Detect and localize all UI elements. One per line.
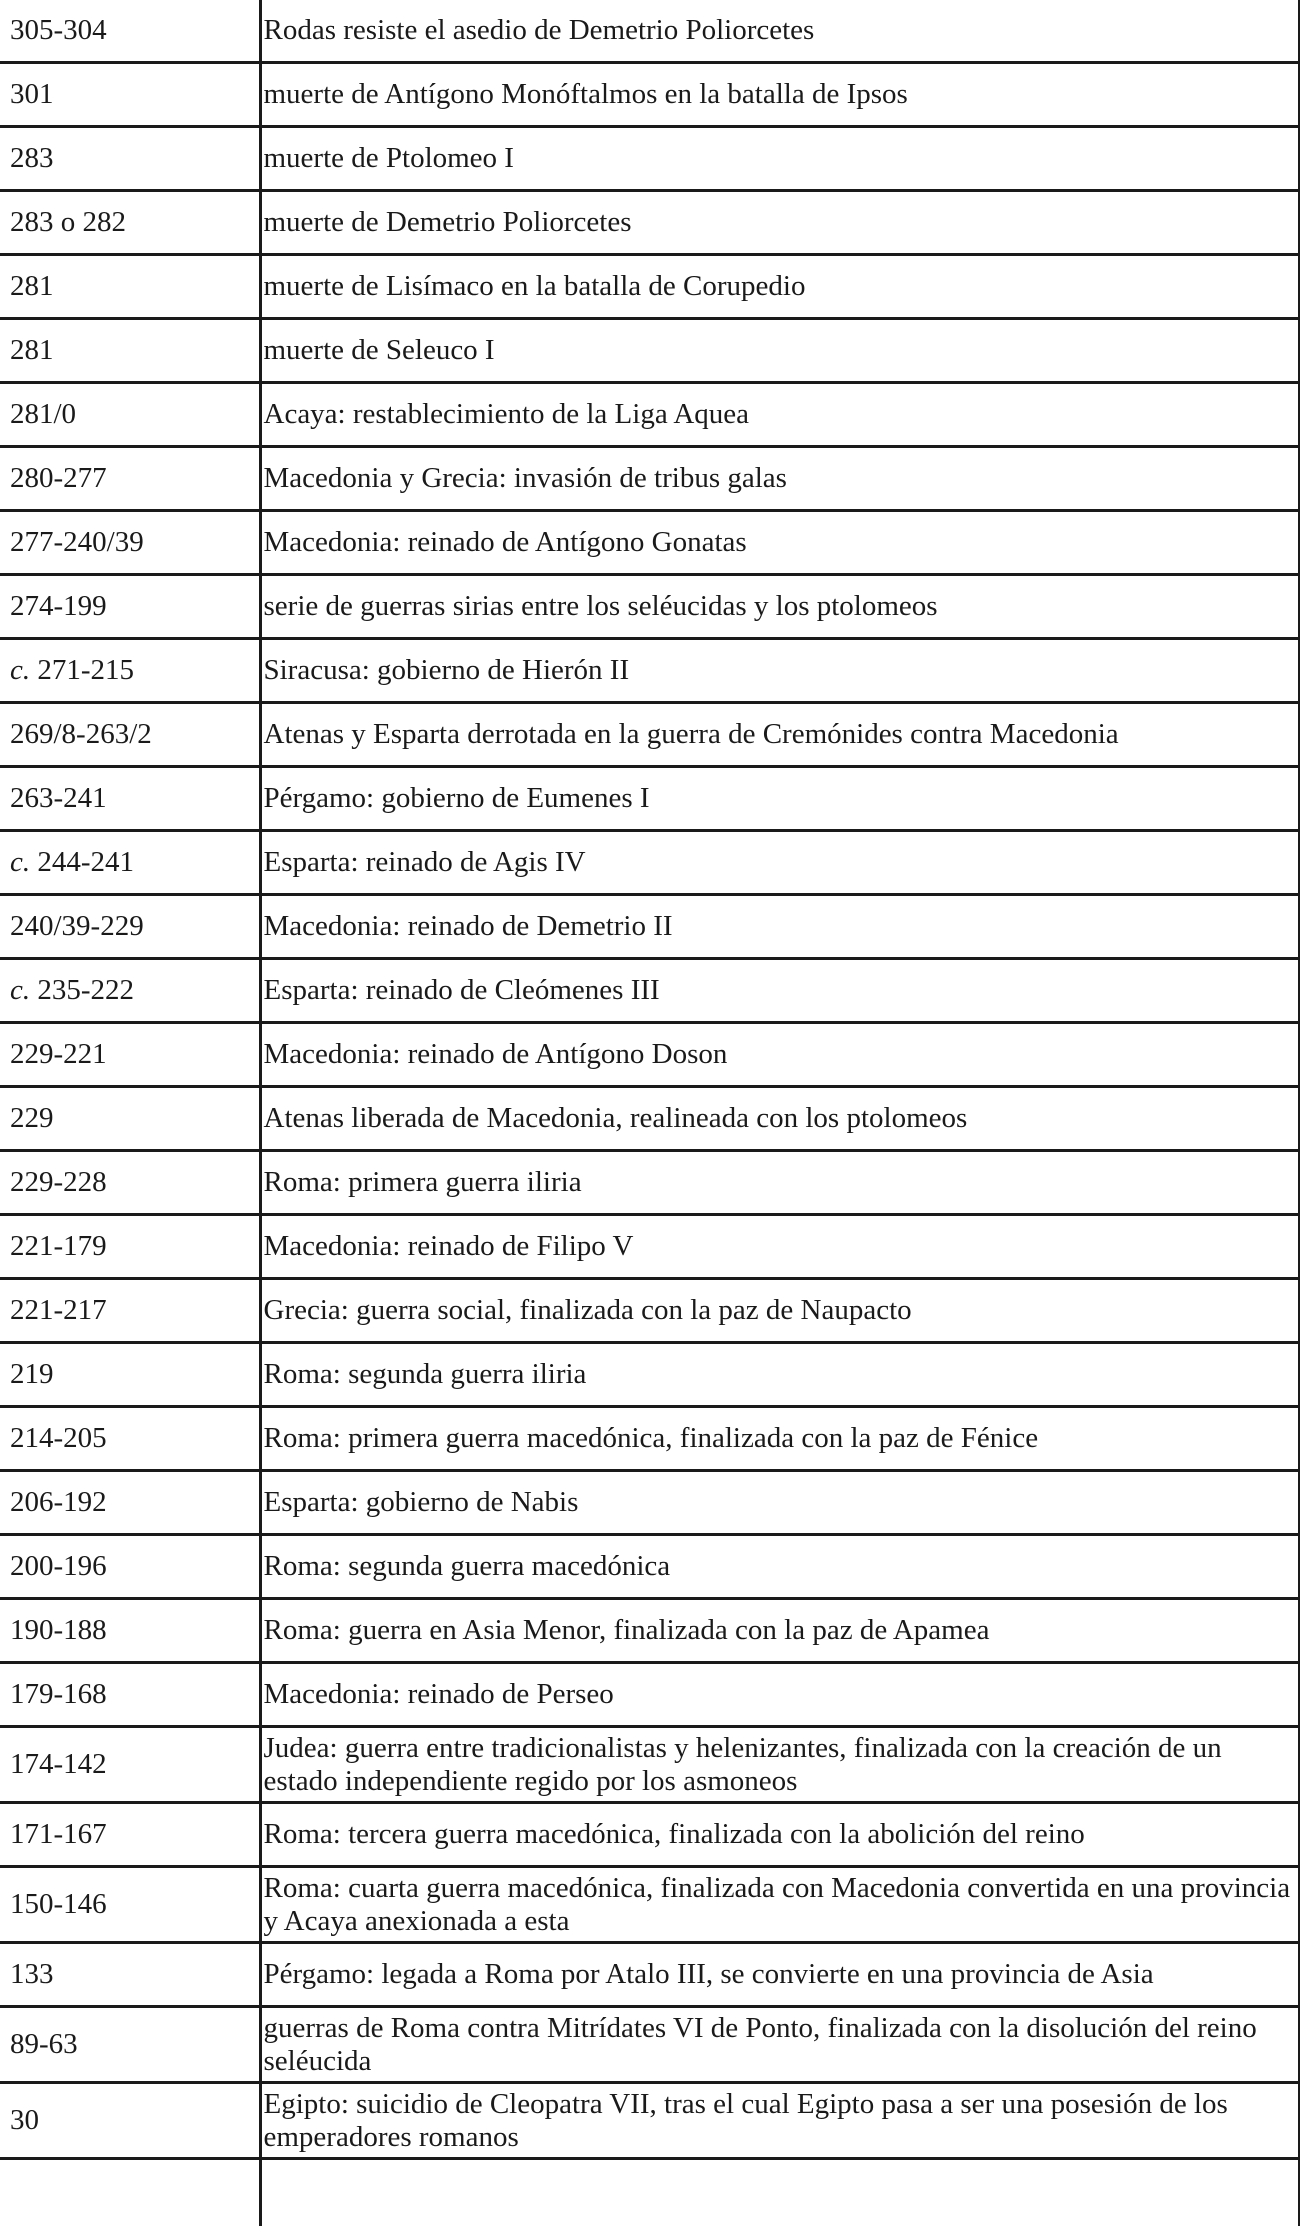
date-value: 221-217 [10,1294,107,1326]
table-row [0,1023,1300,1087]
date-cell [0,447,260,511]
event-cell: Roma: primera guerra macedónica, finalizada con la paz de Fénice [260,1407,1300,1471]
table-row [0,1279,1300,1343]
date-value: 281 [10,334,54,366]
date-cell [0,1803,260,1867]
date-cell [0,1343,260,1407]
event-cell: muerte de Antígono Monóftalmos en la batalla de Ipsos [260,63,1300,127]
date-value: 283 [10,142,54,174]
table-row [0,191,1300,255]
date-value: 179-168 [10,1678,107,1710]
table-row [0,575,1300,639]
event-cell: Roma: tercera guerra macedónica, finalizada con la abolición del reino [260,1803,1300,1867]
table-row [0,1727,1300,1803]
date-cell [0,1215,260,1279]
table-row [0,319,1300,383]
table-row [0,1803,1300,1867]
circa-prefix: c. [10,654,31,686]
date-cell [0,1407,260,1471]
event-cell: Roma: guerra en Asia Menor, finalizada con la paz de Apamea [260,1599,1300,1663]
event-cell: Macedonia: reinado de Demetrio II [260,895,1300,959]
date-value: 150-146 [10,1888,107,1920]
date-cell [0,959,260,1023]
date-cell [0,1599,260,1663]
date-cell [0,1151,260,1215]
date-value: 274-199 [10,590,107,622]
date-value: 229-221 [10,1038,107,1070]
table-row [0,1215,1300,1279]
date-value: 174-142 [10,1748,107,1780]
date-cell [0,1279,260,1343]
event-cell: Esparta: reinado de Agis IV [260,831,1300,895]
date-cell [0,191,260,255]
date-value: 200-196 [10,1550,107,1582]
table-row [0,2083,1300,2159]
date-cell [0,1663,260,1727]
event-cell: Acaya: restablecimiento de la Liga Aquea [260,383,1300,447]
date-cell [0,2007,260,2083]
date-cell [0,1535,260,1599]
table-row [0,831,1300,895]
event-cell: muerte de Demetrio Poliorcetes [260,191,1300,255]
table-row [0,1599,1300,1663]
table-row [0,639,1300,703]
table-row [0,767,1300,831]
date-cell [0,703,260,767]
table-row [0,127,1300,191]
date-value: 305-304 [10,14,107,46]
date-value: 229-228 [10,1166,107,1198]
date-cell [0,1943,260,2007]
date-cell [0,1471,260,1535]
date-value: 244-241 [30,846,135,878]
date-cell [0,767,260,831]
event-cell: Pérgamo: legada a Roma por Atalo III, se convierte en una provincia de Asia [260,1943,1300,2007]
date-value: 221-179 [10,1230,107,1262]
table-row [0,2007,1300,2083]
date-value: 171-167 [10,1818,107,1850]
table-row [0,63,1300,127]
table-row [0,895,1300,959]
event-cell: muerte de Lisímaco en la batalla de Corupedio [260,255,1300,319]
date-cell [0,639,260,703]
date-value: 235-222 [30,974,135,1006]
date-value: 283 o 282 [10,206,126,238]
date-cell [0,1867,260,1943]
date-value: 269/8-263/2 [10,718,152,750]
event-cell: Judea: guerra entre tradicionalistas y helenizantes, finalizada con la creación de un estado independiente regido por los asmoneos [260,1727,1300,1803]
date-cell [0,63,260,127]
table-row [0,383,1300,447]
table-row [0,703,1300,767]
table-row [0,959,1300,1023]
table-row [0,1407,1300,1471]
date-value: 240/39-229 [10,910,144,942]
date-value: 271-215 [30,654,135,686]
table-row [0,1943,1300,2007]
event-cell: guerras de Roma contra Mitrídates VI de Ponto, finalizada con la disolución del reino seléucida [260,2007,1300,2083]
table-row [0,1087,1300,1151]
event-cell: muerte de Ptolomeo I [260,127,1300,191]
date-value: 277-240/39 [10,526,144,558]
date-cell [0,127,260,191]
date-value: 206-192 [10,1486,107,1518]
event-cell: Rodas resiste el asedio de Demetrio Poliorcetes [260,0,1300,63]
date-value: 219 [10,1358,54,1390]
date-cell [0,575,260,639]
event-cell: Roma: cuarta guerra macedónica, finalizada con Macedonia convertida en una provincia y Acaya anexionada a esta [260,1867,1300,1943]
date-cell [0,511,260,575]
event-cell: Macedonia: reinado de Antígono Gonatas [260,511,1300,575]
event-cell: Egipto: suicidio de Cleopatra VII, tras el cual Egipto pasa a ser una posesión de los emperadores romanos [260,2083,1300,2159]
date-value: 280-277 [10,462,107,494]
circa-prefix: c. [10,846,31,878]
empty-event-cell [260,2159,1300,2226]
date-value: 30 [10,2104,39,2136]
event-cell: Grecia: guerra social, finalizada con la paz de Naupacto [260,1279,1300,1343]
event-cell: Macedonia: reinado de Perseo [260,1663,1300,1727]
event-cell: Macedonia y Grecia: invasión de tribus galas [260,447,1300,511]
date-cell [0,1727,260,1803]
event-cell: Macedonia: reinado de Antígono Doson [260,1023,1300,1087]
date-value: 281 [10,270,54,302]
table-row [0,1471,1300,1535]
event-cell: Esparta: gobierno de Nabis [260,1471,1300,1535]
event-cell: Pérgamo: gobierno de Eumenes I [260,767,1300,831]
date-cell [0,255,260,319]
empty-row [0,2159,1300,2226]
date-cell [0,2083,260,2159]
table-row [0,1867,1300,1943]
date-value: 214-205 [10,1422,107,1454]
table-row [0,1343,1300,1407]
circa-prefix: c. [10,974,31,1006]
date-value: 89-63 [10,2028,78,2060]
date-value: 263-241 [10,782,107,814]
event-cell: muerte de Seleuco I [260,319,1300,383]
table-row [0,1151,1300,1215]
table-row [0,447,1300,511]
event-cell: Macedonia: reinado de Filipo V [260,1215,1300,1279]
event-cell: serie de guerras sirias entre los seléucidas y los ptolomeos [260,575,1300,639]
event-cell: Roma: primera guerra iliria [260,1151,1300,1215]
date-value: 301 [10,78,54,110]
event-cell: Siracusa: gobierno de Hierón II [260,639,1300,703]
event-cell: Esparta: reinado de Cleómenes III [260,959,1300,1023]
table-row [0,1663,1300,1727]
date-cell [0,383,260,447]
date-cell [0,895,260,959]
event-cell: Roma: segunda guerra macedónica [260,1535,1300,1599]
date-value: 133 [10,1958,54,1990]
date-cell [0,1087,260,1151]
date-value: 229 [10,1102,54,1134]
event-cell: Atenas liberada de Macedonia, realineada con los ptolomeos [260,1087,1300,1151]
event-cell: Roma: segunda guerra iliria [260,1343,1300,1407]
date-cell [0,831,260,895]
empty-date-cell [0,2159,260,2226]
date-value: 281/0 [10,398,77,430]
table-row [0,255,1300,319]
date-cell [0,0,260,63]
table-row [0,1535,1300,1599]
table-row [0,0,1300,63]
date-value: 190-188 [10,1614,107,1646]
table-row [0,511,1300,575]
date-cell [0,1023,260,1087]
date-cell [0,319,260,383]
event-cell: Atenas y Esparta derrotada en la guerra de Cremónides contra Macedonia [260,703,1300,767]
